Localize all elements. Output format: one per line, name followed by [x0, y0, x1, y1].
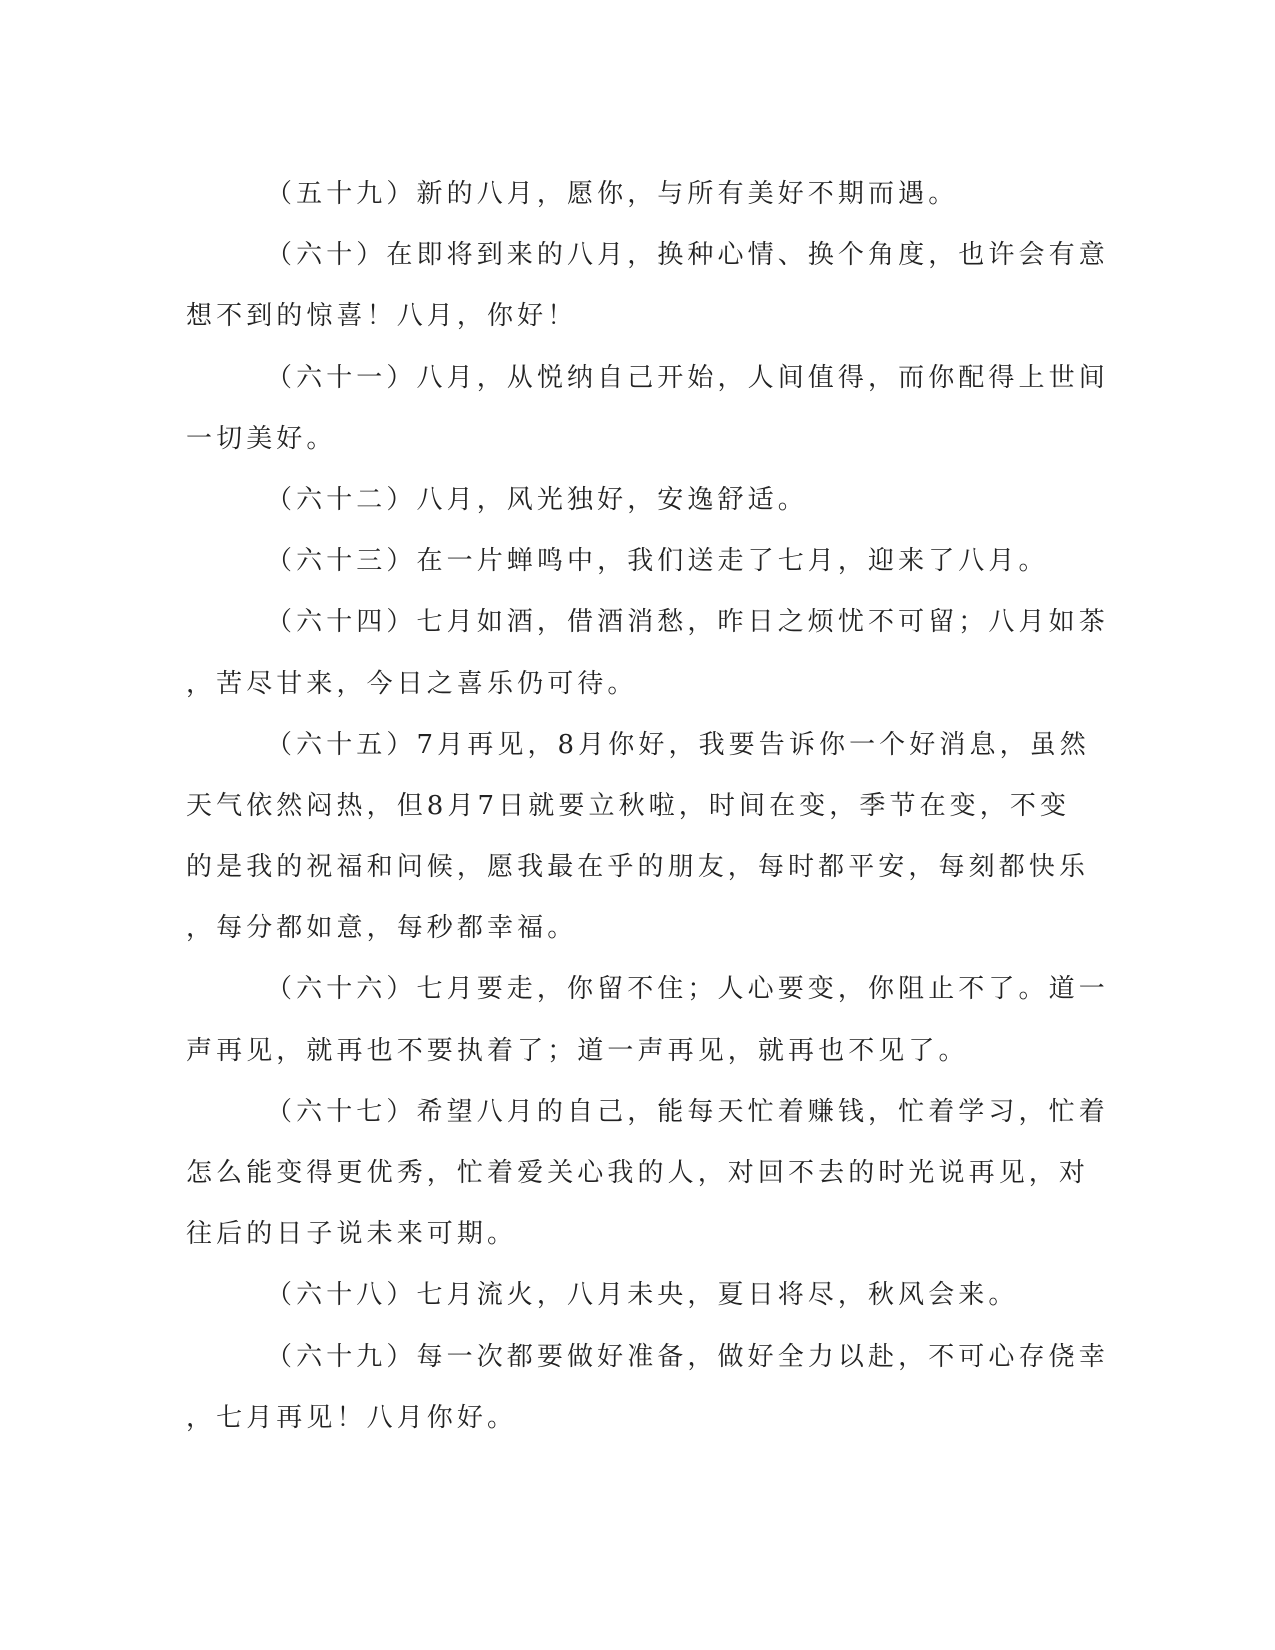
document-body [186, 164, 1109, 1449]
text-line: 声再见，就再也不要执着了；道一声再见，就再也不见了。 [186, 1035, 969, 1066]
text-line: （六十二）八月，风光独好，安逸舒适。 [266, 484, 808, 515]
text-line: ，苦尽甘来，今日之喜乐仍可待。 [186, 668, 638, 699]
text-line: 一切美好。 [186, 423, 337, 454]
text-line: 往后的日子说未来可期。 [186, 1219, 518, 1250]
text-line: ，七月再见！八月你好。 [186, 1402, 518, 1433]
text-line: 想不到的惊喜！八月，你好！ [186, 301, 578, 332]
text-line: 的是我的祝福和问候，愿我最在乎的朋友，每时都平安，每刻都快乐 [186, 852, 1090, 883]
text-line: （六十八）七月流火，八月未央，夏日将尽，秋风会来。 [266, 1280, 1019, 1311]
text-line: （五十九）新的八月，愿你，与所有美好不期而遇。 [266, 179, 959, 209]
text-line: （六十四）七月如酒，借酒消愁，昨日之烦忧不可留；八月如茶 [266, 607, 1109, 638]
text-line: （六十一）八月，从悦纳自己开始，人间值得，而你配得上世间 [266, 362, 1109, 393]
text-line: （六十六）七月要走，你留不住；人心要变，你阻止不了。道一 [266, 974, 1109, 1005]
text-line: ，每分都如意，每秒都幸福。 [186, 913, 578, 944]
text-line: 天气依然闷热，但8月7日就要立秋啦，时间在变，季节在变，不变 [186, 790, 1071, 821]
text-line: （六十三）在一片蝉鸣中，我们送走了七月，迎来了八月。 [266, 546, 1049, 577]
text-line: （六十九）每一次都要做好准备，做好全力以赴，不可心存侥幸 [266, 1341, 1109, 1372]
text-line: （六十七）希望八月的自己，能每天忙着赚钱，忙着学习，忙着 [266, 1096, 1109, 1127]
text-line: （六十）在即将到来的八月，换种心情、换个角度，也许会有意 [266, 240, 1109, 271]
text-line: （六十五）7月再见，8月你好，我要告诉你一个好消息，虽然 [266, 729, 1090, 760]
text-line: 怎么能变得更优秀，忙着爱关心我的人，对回不去的时光说再见，对 [186, 1158, 1090, 1188]
